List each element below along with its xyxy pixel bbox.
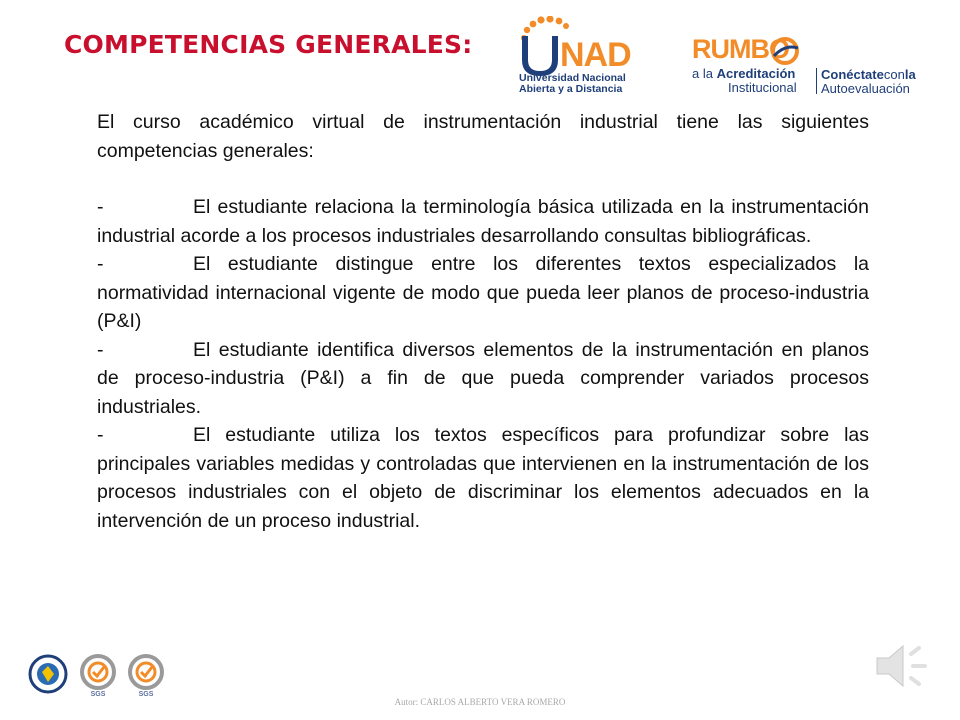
unad-name-line1: Universidad Nacional bbox=[519, 72, 626, 84]
competency-item bbox=[97, 421, 869, 535]
sgs-seal-icon bbox=[126, 654, 166, 698]
page-title: COMPETENCIAS GENERALES: bbox=[64, 30, 473, 59]
slide-body bbox=[97, 108, 869, 535]
bullet-dash: - bbox=[97, 196, 104, 218]
sgs-label: SGS bbox=[90, 691, 106, 698]
rumbo-swirl-icon bbox=[770, 36, 800, 66]
rumbo-cta-bold: Conéctate bbox=[821, 67, 884, 82]
svg-text:NAD: NAD bbox=[560, 36, 631, 74]
competency-text: El estudiante distingue entre los diferentes textos especializados la normatividad internacional vigente de modo que pueda leer planos de proceso-industria (P&I) bbox=[97, 253, 869, 332]
sgs-label: SGS bbox=[138, 691, 154, 698]
rumbo-cta-line2: Autoevaluación bbox=[821, 81, 910, 96]
rumbo-line1 bbox=[692, 66, 795, 81]
rumbo-logo bbox=[686, 34, 936, 104]
bullet-dash: - bbox=[97, 338, 104, 361]
intro-paragraph: El curso académico virtual de instrumentación industrial tiene las siguientes competencias generales: bbox=[97, 111, 869, 162]
rumbo-wordmark: RUMBO bbox=[692, 34, 789, 64]
unad-name-line2: Abierta y a Distancia bbox=[519, 83, 623, 95]
competency-text: El estudiante utiliza los textos específicos para profundizar sobre las principales variables medidas y controladas que intervienen en la instrumentación de los procesos industriales con el objeto de discriminar los elementos adecuados en la intervención de un proceso industrial. bbox=[97, 424, 869, 532]
speaker-icon[interactable] bbox=[873, 640, 937, 692]
bullet-dash: - bbox=[97, 424, 104, 446]
competency-text: El estudiante relaciona la terminología básica utilizada en la instrumentación industrial acorde a los procesos industriales desarrollando consultas bibliográficas. bbox=[97, 196, 869, 247]
sgs-seal-icon bbox=[78, 654, 118, 698]
competency-item bbox=[97, 336, 869, 422]
competency-text: El estudiante identifica diversos elementos de la instrumentación en planos de proceso-industria (P&I) a fin de que pueda comprender variados procesos industriales. bbox=[97, 338, 869, 418]
rumbo-cta-end: la bbox=[904, 67, 916, 82]
rumbo-cta bbox=[821, 67, 916, 82]
author-footer: Autor: CARLOS ALBERTO VERA ROMERO bbox=[394, 697, 566, 707]
rumbo-separator bbox=[816, 68, 817, 94]
competency-item bbox=[97, 250, 869, 336]
rumbo-line1-prefix: a la bbox=[692, 66, 717, 81]
rumbo-line1-bold: Acreditación bbox=[716, 66, 796, 81]
quality-seal-icon bbox=[28, 654, 68, 698]
bullet-dash: - bbox=[97, 253, 104, 275]
rumbo-cta-light: con bbox=[883, 67, 905, 82]
unad-logo-graphic bbox=[514, 16, 638, 78]
unad-name bbox=[519, 73, 649, 95]
competency-item bbox=[97, 193, 869, 250]
rumbo-line2: Institucional bbox=[728, 80, 797, 95]
